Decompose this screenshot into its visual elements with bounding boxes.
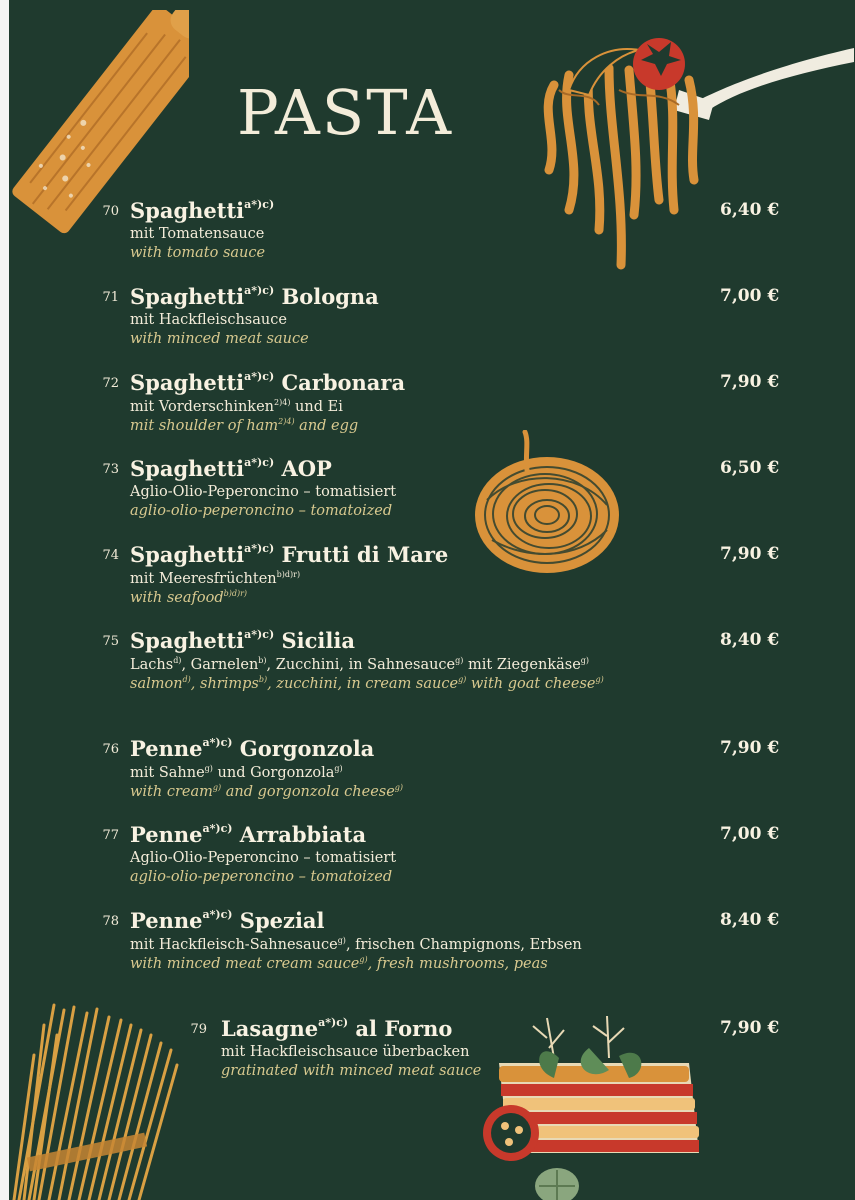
description-text: , zucchini, in cream sauce bbox=[267, 675, 459, 692]
item-price: 7,90 € bbox=[720, 738, 780, 758]
item-price: 7,90 € bbox=[720, 544, 780, 564]
dish-variant: Arrabbiata bbox=[232, 822, 367, 847]
item-price: 6,50 € bbox=[720, 458, 780, 478]
description-german bbox=[130, 398, 343, 415]
item-name bbox=[130, 370, 405, 395]
allergen-code: a*)c) bbox=[202, 908, 233, 921]
allergen-code: a*)c) bbox=[244, 284, 275, 297]
description-english bbox=[130, 955, 548, 972]
item-number: 73 bbox=[102, 462, 119, 477]
allergen-code: g) bbox=[455, 656, 464, 665]
lasagne-icon bbox=[469, 1008, 709, 1200]
item-number: 77 bbox=[102, 828, 119, 843]
allergen-code: g) bbox=[458, 675, 467, 684]
dish-variant: al Forno bbox=[348, 1016, 453, 1041]
item-name bbox=[130, 284, 379, 309]
item-number: 75 bbox=[102, 634, 119, 649]
description-text: mit Hackfleisch-Sahnesauce bbox=[130, 936, 338, 953]
description-english: with minced meat sauce bbox=[130, 331, 309, 347]
item-number: 72 bbox=[102, 376, 119, 391]
item-number: 78 bbox=[102, 914, 119, 929]
allergen-code: d) bbox=[173, 656, 182, 665]
item-price: 6,40 € bbox=[720, 200, 780, 220]
allergen-code: b)d)r) bbox=[223, 589, 248, 598]
item-price: 8,40 € bbox=[720, 630, 780, 650]
allergen-code: g) bbox=[394, 783, 404, 792]
item-name bbox=[130, 822, 366, 847]
allergen-code: a*)c) bbox=[244, 628, 275, 641]
description-text: mit Sahne bbox=[130, 764, 205, 781]
allergen-code: 2)4) bbox=[274, 398, 291, 407]
description-text: and gorgonzola cheese bbox=[221, 783, 395, 800]
item-price: 8,40 € bbox=[720, 910, 780, 930]
pasta-nest-icon bbox=[467, 430, 627, 580]
allergen-code: g) bbox=[595, 675, 604, 684]
dish-name: Penne bbox=[130, 736, 203, 761]
item-number: 79 bbox=[190, 1022, 207, 1037]
allergen-code: g) bbox=[334, 764, 343, 773]
dish-variant: Gorgonzola bbox=[232, 736, 375, 761]
description-english bbox=[130, 417, 358, 434]
description-german bbox=[130, 570, 300, 587]
description-german bbox=[130, 936, 582, 953]
description-german: mit Tomatensauce bbox=[130, 226, 265, 242]
description-text: and egg bbox=[294, 417, 359, 434]
allergen-code: g) bbox=[580, 656, 590, 665]
allergen-code: a*)c) bbox=[318, 1016, 349, 1029]
dish-name: Penne bbox=[130, 822, 203, 847]
item-name bbox=[221, 1016, 452, 1041]
allergen-code: 2)4) bbox=[278, 417, 295, 426]
description-text: , frischen Champignons, Erbsen bbox=[345, 936, 582, 953]
dish-name: Spaghetti bbox=[130, 628, 245, 653]
allergen-code: d) bbox=[182, 675, 191, 684]
description-german bbox=[130, 656, 589, 673]
allergen-code: a*)c) bbox=[244, 370, 275, 383]
dish-name: Lasagne bbox=[221, 1016, 319, 1041]
item-price: 7,00 € bbox=[720, 286, 780, 306]
allergen-code: g) bbox=[204, 764, 213, 773]
item-number: 74 bbox=[102, 548, 119, 563]
item-price: 7,00 € bbox=[720, 824, 780, 844]
description-text: , shrimps bbox=[190, 675, 259, 692]
description-english bbox=[130, 675, 604, 692]
item-name bbox=[130, 628, 355, 653]
description-german: Aglio-Olio-Peperoncino – tomatisiert bbox=[130, 850, 397, 866]
allergen-code: g) bbox=[359, 955, 368, 964]
item-name bbox=[130, 908, 325, 933]
description-text: with seafood bbox=[130, 589, 224, 606]
description-german: mit Hackfleischsauce überbacken bbox=[221, 1044, 470, 1060]
allergen-code: g) bbox=[212, 783, 222, 792]
item-price: 7,90 € bbox=[720, 1018, 780, 1038]
description-english: with tomato sauce bbox=[130, 245, 266, 261]
description-english: gratinated with minced meat sauce bbox=[221, 1063, 482, 1079]
description-text: salmon bbox=[130, 675, 183, 692]
description-german: mit Hackfleischsauce bbox=[130, 312, 287, 328]
menu-page bbox=[9, 0, 855, 1200]
description-text: with minced meat cream sauce bbox=[130, 955, 360, 972]
page-title: PASTA bbox=[237, 76, 454, 149]
dish-variant: Sicilia bbox=[274, 628, 355, 653]
allergen-code: a*)c) bbox=[202, 736, 233, 749]
description-text: , fresh mushrooms, peas bbox=[367, 955, 548, 972]
description-text: mit Ziegenkäse bbox=[463, 656, 581, 673]
item-number: 70 bbox=[102, 204, 119, 219]
description-english bbox=[130, 783, 403, 800]
allergen-code: g) bbox=[337, 936, 346, 945]
allergen-code: a*)c) bbox=[202, 822, 233, 835]
description-text: Lachs bbox=[130, 656, 174, 673]
item-number: 71 bbox=[102, 290, 119, 305]
allergen-code: b)d)r) bbox=[276, 570, 301, 579]
allergen-code: b) bbox=[258, 656, 267, 665]
dish-name: Spaghetti bbox=[130, 284, 245, 309]
description-english: aglio-olio-peperoncino – tomatoized bbox=[130, 869, 393, 885]
dish-name: Penne bbox=[130, 908, 203, 933]
description-english: aglio-olio-peperoncino – tomatoized bbox=[130, 503, 393, 519]
dish-variant: Carbonara bbox=[274, 370, 406, 395]
dish-name: Spaghetti bbox=[130, 456, 245, 481]
allergen-code: a*)c) bbox=[244, 542, 275, 555]
dry-spaghetti-icon bbox=[9, 995, 189, 1200]
spaghetti-fork-icon bbox=[529, 30, 855, 275]
description-text: und Ei bbox=[290, 398, 343, 415]
dish-name: Spaghetti bbox=[130, 542, 245, 567]
description-text: und Gorgonzola bbox=[212, 764, 335, 781]
item-name bbox=[130, 542, 448, 567]
dish-variant: Frutti di Mare bbox=[274, 542, 449, 567]
description-text: mit Vorderschinken bbox=[130, 398, 275, 415]
item-name bbox=[130, 736, 374, 761]
allergen-code: a*)c) bbox=[244, 198, 275, 211]
dish-variant: AOP bbox=[274, 456, 332, 481]
item-name bbox=[130, 198, 274, 223]
item-price: 7,90 € bbox=[720, 372, 780, 392]
dish-name: Spaghetti bbox=[130, 198, 245, 223]
description-text: mit shoulder of ham bbox=[130, 417, 279, 434]
description-text: with goat cheese bbox=[466, 675, 596, 692]
item-name bbox=[130, 456, 332, 481]
allergen-code: b) bbox=[258, 675, 268, 684]
description-text: , Zucchini, in Sahnesauce bbox=[266, 656, 456, 673]
description-english bbox=[130, 589, 247, 606]
description-text: with cream bbox=[130, 783, 213, 800]
dish-variant: Bologna bbox=[274, 284, 379, 309]
description-german: Aglio-Olio-Peperoncino – tomatisiert bbox=[130, 484, 397, 500]
description-german bbox=[130, 764, 343, 781]
item-number: 76 bbox=[102, 742, 119, 757]
dish-name: Spaghetti bbox=[130, 370, 245, 395]
description-text: mit Meeresfrüchten bbox=[130, 570, 277, 587]
allergen-code: a*)c) bbox=[244, 456, 275, 469]
dish-variant: Spezial bbox=[232, 908, 325, 933]
description-text: , Garnelen bbox=[181, 656, 259, 673]
